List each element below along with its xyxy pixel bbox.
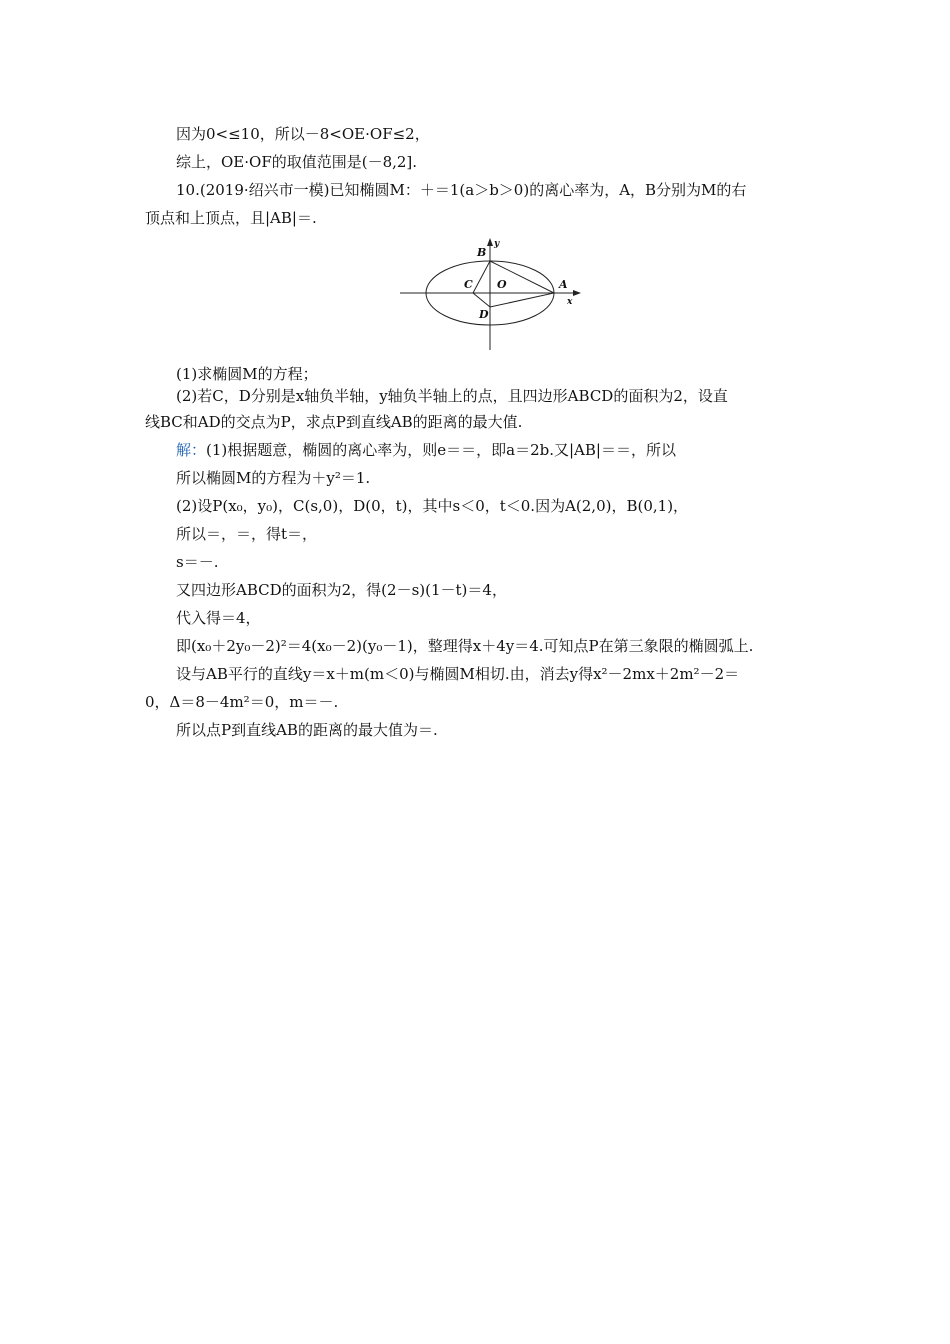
solution-line-9: 设与AB平行的直线y＝x＋m(m＜0)与椭圆M相切.由，消去y得x²－2mx＋2m²－2＝ [176,665,740,683]
y-axis-arrow [487,238,493,246]
solution-line-7: 代入得＝4， [176,609,261,627]
label-o: O [497,278,507,291]
solution-line-1-text: (1)根据题意，椭圆的离心率为，则e＝＝，即a＝2b.又|AB|＝＝，所以 [206,441,676,459]
solution-line-10: 0，Δ＝8－4m²＝0，m＝－. [145,693,339,711]
solution-line-5: s＝－. [176,553,219,571]
solution-line-8: 即(x₀＋2y₀－2)²＝4(x₀－2)(y₀－1)，整理得x＋4y＝4.可知点P在第三象限的椭圆弧上. [176,637,754,655]
solution-line-1 [176,440,856,460]
label-x: x [567,297,573,307]
x-axis-arrow [573,290,581,296]
part-2-question-line-1: (2)若C，D分别是x轴负半轴，y轴负半轴上的点，且四边形ABCD的面积为2，设直 [176,387,728,405]
problem-10-line-2: 顶点和上顶点，且|AB|＝. [145,209,317,227]
solution-line-4: 所以＝，＝，得t＝， [176,525,318,543]
label-y: y [494,239,500,249]
label-a: A [559,278,568,291]
text-line-2: 综上，OE·OF的取值范围是(－8,2]. [176,153,418,171]
text-line-1: 因为0<≤10，所以－8<OE·OF≤2， [176,125,430,143]
part-2-question-line-2: 线BC和AD的交点为P，求点P到直线AB的距离的最大值. [145,413,523,431]
part-1-question: (1)求椭圆M的方程； [176,365,318,383]
solution-line-11: 所以点P到直线AB的距离的最大值为＝. [176,721,438,739]
ellipse-figure [395,232,595,354]
label-d: D [479,308,489,321]
solution-label: 解： [176,441,207,459]
solution-line-6: 又四边形ABCD的面积为2，得(2－s)(1－t)＝4， [176,581,507,599]
problem-10-line-1: 10.(2019·绍兴市一模)已知椭圆M：＋＝1(a＞b＞0)的离心率为，A，B分别为M的右 [176,181,747,199]
label-b: B [477,246,487,259]
solution-line-2: 所以椭圆M的方程为＋y²＝1. [176,469,371,487]
solution-line-3: (2)设P(x₀，y₀)，C(s,0)，D(0，t)，其中s＜0，t＜0.因为A(2,0)，B(0,1)， [176,497,689,515]
quadrilateral-abcd [473,261,554,307]
ellipse-diagram [395,232,595,354]
label-c: C [464,278,473,291]
